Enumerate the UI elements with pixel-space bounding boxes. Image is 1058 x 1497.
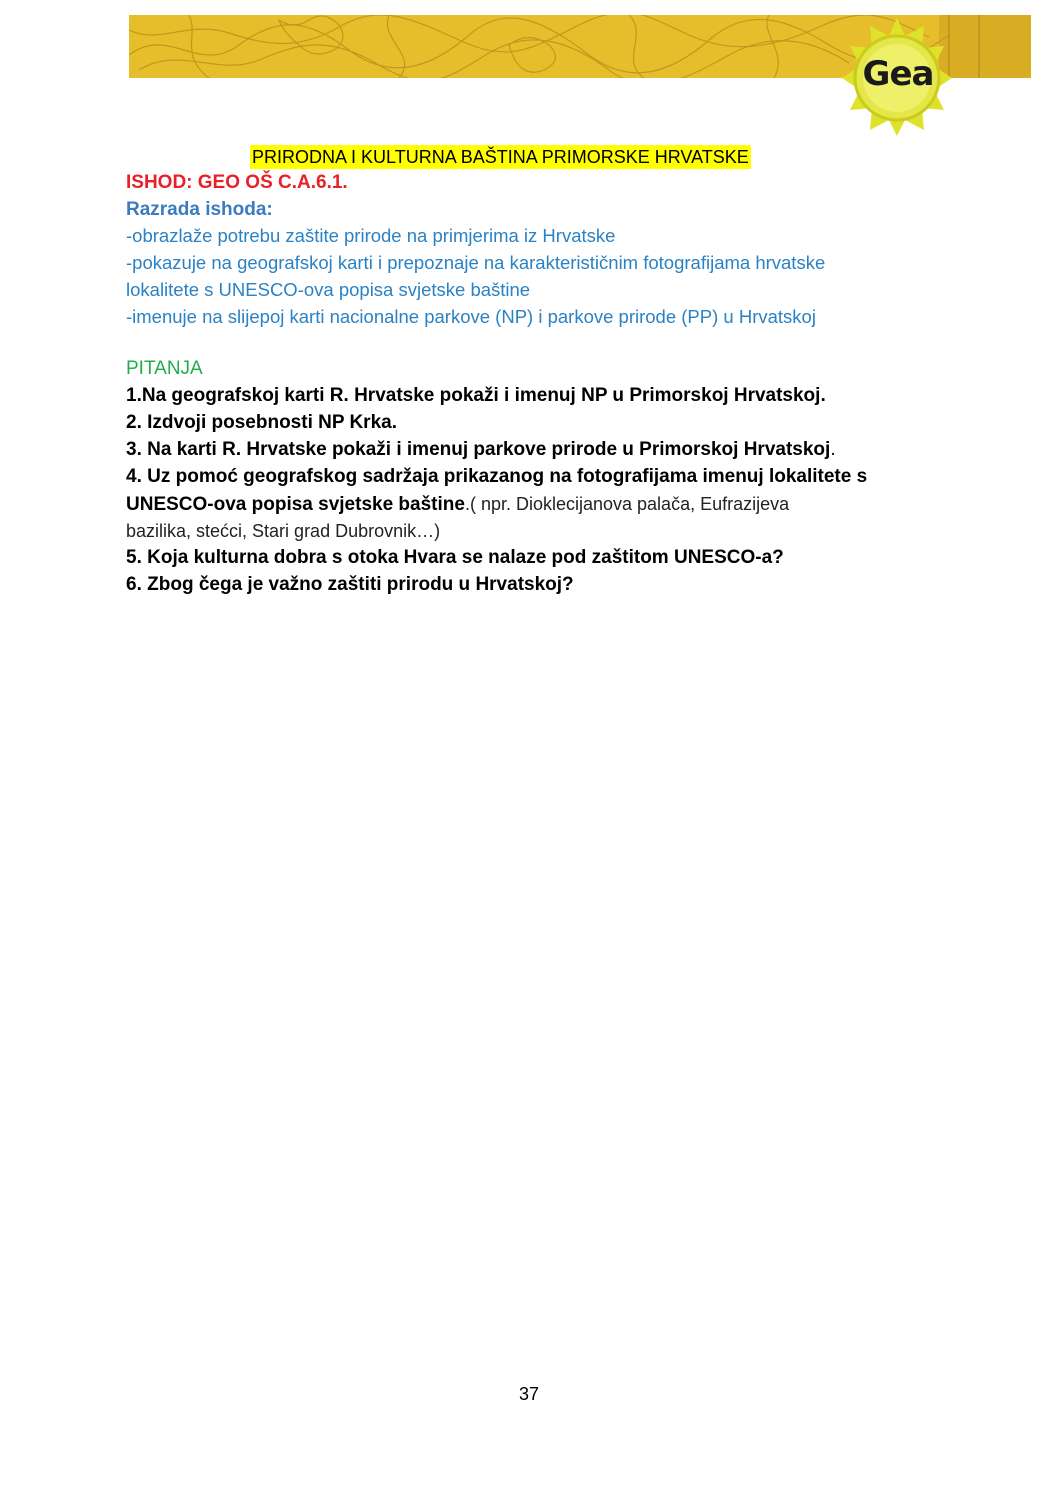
logo-text: Gea (862, 54, 934, 94)
question-3 (126, 437, 836, 463)
question-4-examples: .( npr. Dioklecijanova palača, Eufrazijeva (464, 494, 790, 514)
question-4-bold: UNESCO-ova popisa svjetske baštine (126, 494, 465, 515)
ishod-heading: ISHOD: GEO OŠ C.A.6.1. (126, 172, 348, 193)
question-4-line-1: 4. Uz pomoć geografskog sadržaja prikazanog na fotografijama imenuj lokalitete s (126, 466, 868, 487)
pitanja-heading: PITANJA (126, 358, 203, 379)
page-number: 37 (518, 1384, 540, 1404)
question-5: 5. Koja kulturna dobra s otoka Hvara se nalaze pod zaštitom UNESCO-a? (126, 547, 784, 568)
question-3-end: . (830, 439, 836, 460)
razrada-heading: Razrada ishoda: (126, 199, 273, 220)
razrada-item: lokalitete s UNESCO-ova popisa svjetske baštine (126, 279, 531, 300)
razrada-item: -imenuje na slijepoj karti nacionalne parkove (NP) i parkove prirode (PP) u Hrvatskoj (126, 306, 816, 327)
question-1: 1.Na geografskoj karti R. Hrvatske pokaži i imenuj NP u Primorskoj Hrvatskoj. (126, 385, 826, 406)
question-4-line-3: bazilika, stećci, Stari grad Dubrovnik…) (126, 521, 441, 541)
question-3-text: 3. Na karti R. Hrvatske pokaži i imenuj parkove prirode u Primorskoj Hrvatskoj (126, 439, 831, 460)
question-6: 6. Zbog čega je važno zaštiti prirodu u Hrvatskoj? (126, 574, 574, 595)
question-2: 2. Izdvoji posebnosti NP Krka. (126, 412, 397, 433)
razrada-item: -obrazlaže potrebu zaštite prirode na primjerima iz Hrvatske (126, 225, 616, 246)
question-4-line-2 (126, 491, 789, 518)
razrada-item: -pokazuje na geografskoj karti i prepoznaje na karakterističnim fotografijama hrvatske (126, 252, 826, 273)
page-title: PRIRODNA I KULTURNA BAŠTINA PRIMORSKE HRVATSKE (252, 147, 749, 167)
